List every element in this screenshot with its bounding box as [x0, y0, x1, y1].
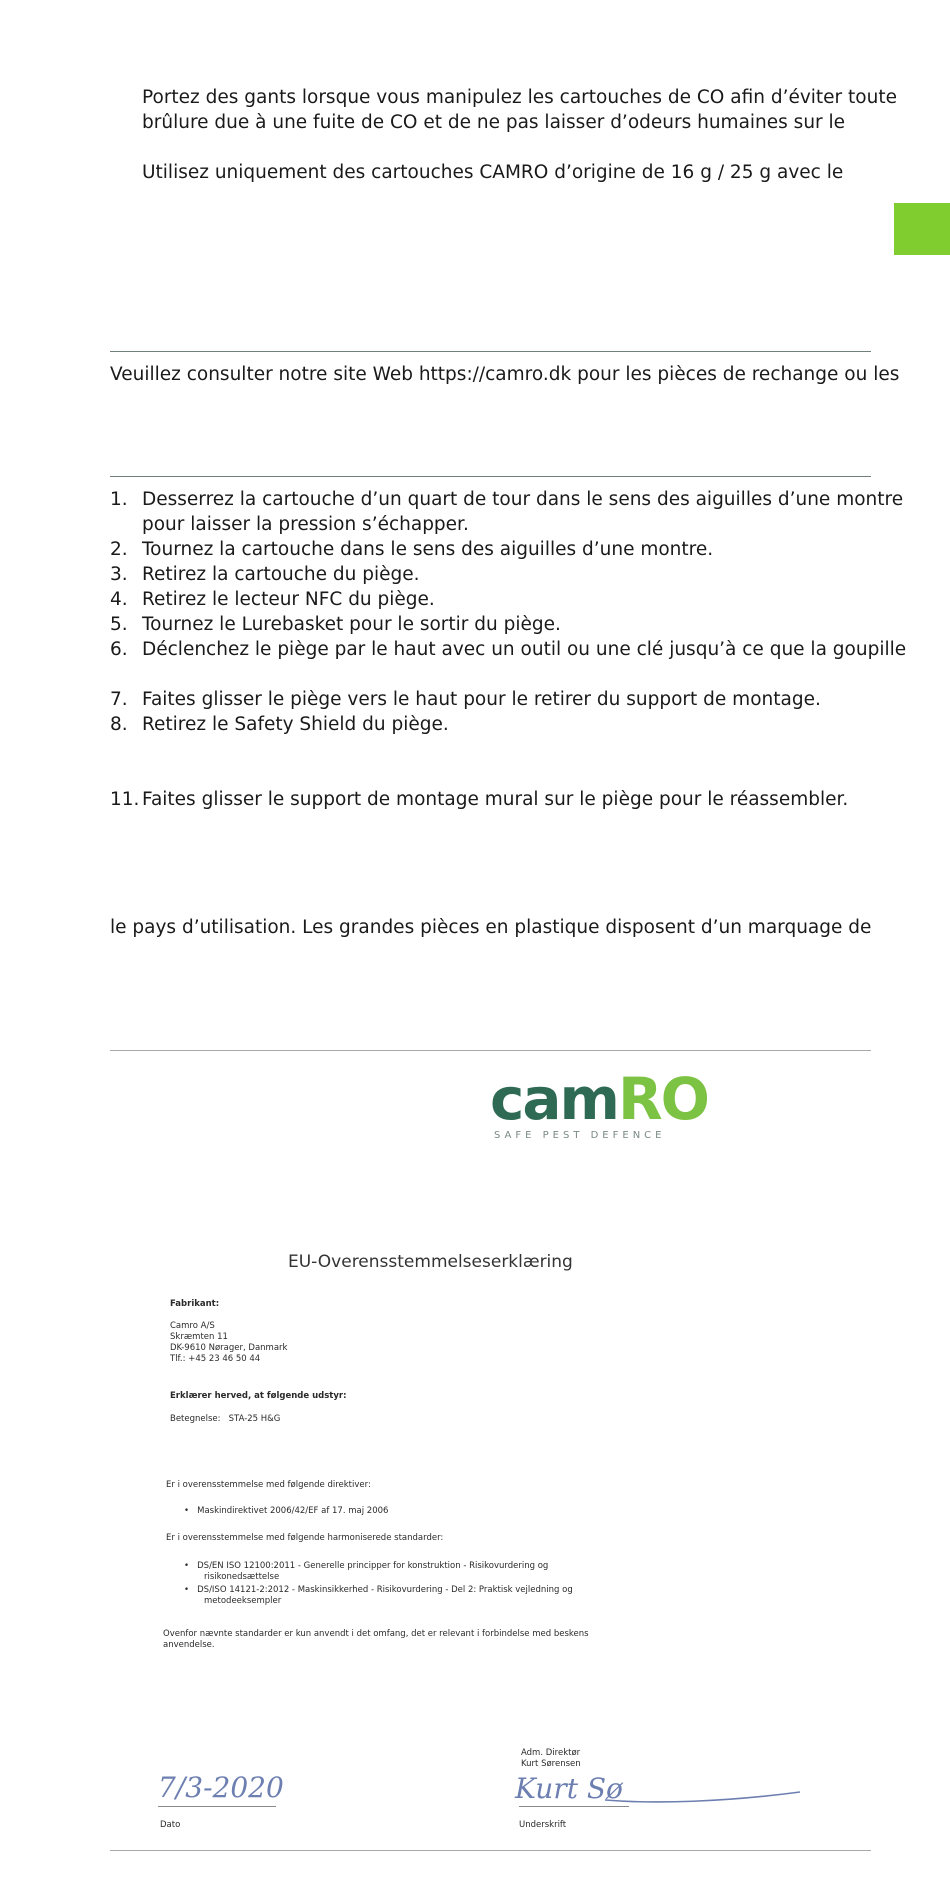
- step-text: Retirez le lecteur NFC du piège.: [142, 589, 435, 610]
- signer-name: Kurt Sørensen: [521, 1759, 581, 1769]
- logo-tagline: SAFE PEST DEFENCE: [494, 1130, 666, 1141]
- camro-logo: [490, 1065, 708, 1141]
- designation-label: Betegnelse:: [170, 1414, 221, 1424]
- step-text: Desserrez la cartouche d’un quart de tour dans le sens des aiguilles d’une montre: [142, 489, 904, 510]
- signature-label: Underskrift: [519, 1820, 567, 1830]
- standard-item: • DS/ISO 14121-2:2012 - Maskinsikkerhed - Risikovurdering - Del 2: Praktisk vejledning og: [184, 1585, 573, 1595]
- address-line: Skræmten 11: [170, 1332, 228, 1342]
- divider: [110, 476, 871, 477]
- date-label: Dato: [160, 1820, 181, 1830]
- step-number: 3.: [110, 564, 128, 585]
- step-item: [110, 562, 906, 587]
- closing-text: Ovenfor nævnte standarder er kun anvendt i det omfang, det er relevant i forbindelse med beskens: [163, 1629, 589, 1639]
- intro-line-1: Portez des gants lorsque vous manipulez les cartouches de CO afin d’éviter toute: [142, 87, 897, 108]
- divider: [110, 1850, 871, 1851]
- step-number: 1.: [110, 489, 128, 510]
- step-item: [110, 487, 906, 537]
- intro-line-2: brûlure due à une fuite de CO et de ne pas laisser d’odeurs humaines sur le: [142, 112, 846, 133]
- step-item: [110, 637, 906, 662]
- step-text: Déclenchez le piège par le haut avec un outil ou une clé jusqu’à ce que la goupille: [142, 639, 907, 660]
- signature-graphic: [515, 1772, 623, 1805]
- signature-text: Kurt Sø: [515, 1772, 623, 1805]
- divider: [110, 1050, 871, 1051]
- declaration-statement: Erklærer herved, at følgende udstyr:: [170, 1391, 347, 1401]
- standard-text: DS/ISO 14121-2:2012 - Maskinsikkerhed - Risikovurdering - Del 2: Praktisk vejledning og: [197, 1585, 573, 1595]
- step-item: [110, 587, 906, 612]
- step-number: 6.: [110, 639, 128, 660]
- step-text: pour laisser la pression s’échapper.: [142, 514, 469, 535]
- signature-stroke: [595, 1778, 805, 1808]
- closing-text: anvendelse.: [163, 1640, 215, 1650]
- step-text: Tournez le Lurebasket pour le sortir du piège.: [142, 614, 561, 635]
- step-item: [110, 687, 906, 712]
- step-text: Retirez la cartouche du piège.: [142, 564, 420, 585]
- address-line: Camro A/S: [170, 1321, 215, 1331]
- directives-intro: Er i overensstemmelse med følgende direktiver:: [166, 1480, 371, 1490]
- step-item: [110, 537, 906, 562]
- recycling-note: le pays d’utilisation. Les grandes pièces en plastique disposent d’un marquage de: [110, 917, 872, 938]
- step-number: 11.: [110, 789, 140, 810]
- step-number: 8.: [110, 714, 128, 735]
- step-item: [110, 612, 906, 637]
- standards-intro: Er i overensstemmelse med følgende harmoniserede standarder:: [166, 1533, 444, 1543]
- signature-line: [519, 1806, 629, 1807]
- handwritten-date: 7/3-2020: [158, 1771, 284, 1804]
- logo-word-dark: cam: [490, 1065, 618, 1133]
- date-line: [158, 1806, 276, 1807]
- standard-item: • DS/EN ISO 12100:2011 - Generelle principper for konstruktion - Risikovurdering og: [184, 1561, 549, 1571]
- step-number: 7.: [110, 689, 128, 710]
- step-number: 2.: [110, 539, 128, 560]
- address-line: Tlf.: +45 23 46 50 44: [170, 1354, 261, 1364]
- directive-text: Maskindirektivet 2006/42/EF af 17. maj 2006: [197, 1506, 389, 1516]
- standard-text: metodeeksempler: [204, 1596, 282, 1606]
- directive-item: • Maskindirektivet 2006/42/EF af 17. maj 2006: [184, 1506, 389, 1516]
- step-text: Retirez le Safety Shield du piège.: [142, 714, 449, 735]
- step-number: 5.: [110, 614, 128, 635]
- divider: [110, 351, 871, 352]
- website-note: Veuillez consulter notre site Web https://camro.dk pour les pièces de rechange ou les: [110, 364, 900, 385]
- logo-word-green: RO: [617, 1065, 708, 1133]
- step-text: Faites glisser le support de montage mural sur le piège pour le réassembler.: [142, 789, 849, 810]
- step-number: 4.: [110, 589, 128, 610]
- designation-value: STA-25 H&G: [228, 1414, 281, 1424]
- address-line: DK-9610 Nørager, Danmark: [170, 1343, 288, 1353]
- signer-title: Adm. Direktør: [521, 1748, 581, 1758]
- intro-line-3: Utilisez uniquement des cartouches CAMRO d’origine de 16 g / 25 g avec le: [142, 162, 844, 183]
- standard-text: DS/EN ISO 12100:2011 - Generelle principper for konstruktion - Risikovurdering og: [197, 1561, 549, 1571]
- step-text: Tournez la cartouche dans le sens des aiguilles d’une montre.: [142, 539, 714, 560]
- step-item: [110, 787, 906, 812]
- section-tab-marker: [894, 203, 950, 255]
- certificate-title: EU-Overensstemmelseserklæring: [288, 1252, 573, 1272]
- designation-row: [170, 1414, 280, 1425]
- step-item: [110, 712, 906, 737]
- step-text: Faites glisser le piège vers le haut pour le retirer du support de montage.: [142, 689, 821, 710]
- manufacturer-label: Fabrikant:: [170, 1299, 220, 1309]
- logo-wordmark: [490, 1065, 708, 1133]
- steps-list: [110, 487, 906, 812]
- standard-text: risikonedsættelse: [204, 1572, 280, 1582]
